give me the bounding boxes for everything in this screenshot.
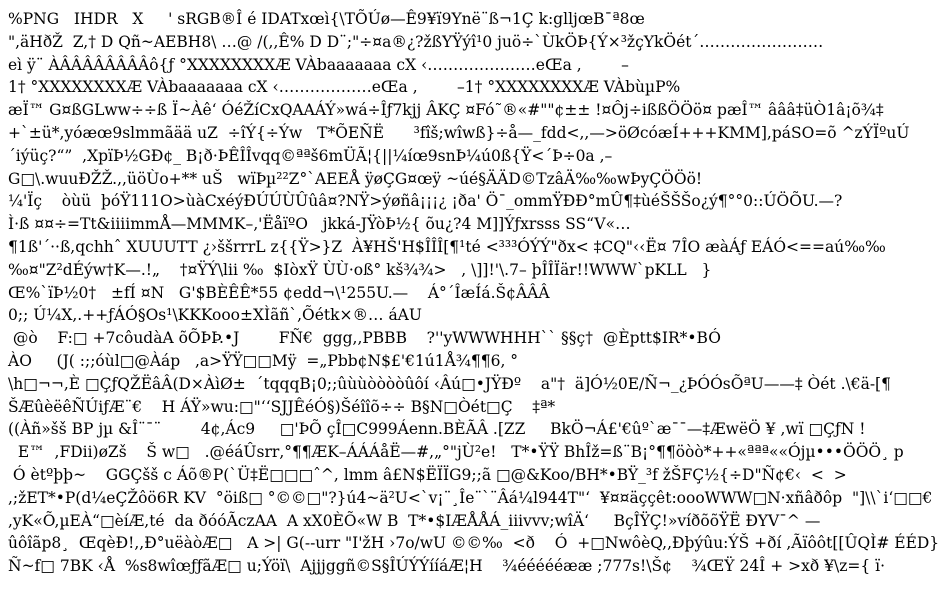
- garbled-binary-text: %PNG IHDR X ' sRGB®Î é IDATxœì{\TÕÚø—Ê9¥ï9Ynë¨ß¬1Ç k:glljœB¯ª8œ ",äHðŽ Z,† D Qñ~AEBH8\ …@ /(,,Ê% D D¨;"÷¤a®¿?žßYŸýî¹0 juö÷`ÙkÖÞ{Ý×³žçYkÖét´…………………… eì ÿ¨ ÀÂÂÂÂÂÂÂÂô{ƒ °XXXXXXXXÆ VÀbaaaaaaa cX ‹…………………eŒa , – 1† °XXXXXXXXÆ VÀbaaaaaaa cX ‹………………eŒa , –1† °XXXXXXXXÆ VÀbùµP% æÏ™ G¤ßGLww÷÷ß Ï~Àê‘ ÓéŽíCxQAAÁÝ»wá÷Îƒ7kjj ÂKÇ ¤Fó˜®«#""¢±± !¤Ôj÷ißßÖÖö¤ pæÎ™ âââ‡üÒ1â¡õ¾‡ +`±ü*,yóæœ9slmmãää uZ ÷îÝ{÷Ýw T*ÕЕÑË ³fîš;wîwß}÷å—_fdd<,,—>öØcóæÍ+++KMM],páSO=õ ^zÝÏºuÚ ´iýüç?“” ,XpïÞ½GÐ¢_ B¡ð·ÞÊÎÎvqq©ªªš6mÜÃ¦{||¼íœ9snÞ¼ú0ß{Ÿ<´Þ÷0a ,– G□\.wuuÐŽŽ.,,üöÙo+** uŠ wïÞµ²²Z°`AEEÅ ÿøÇG¤œÿ ~úé§ÄÄD©TzâÄ‰‰wÞyÇÖÖö! ¼'Ïç òùü þóŸ111O>ùàCxéýÐÚÚÙÛûâ¤?NŸ>ýøñâ¡¡¡¿ ¡ða' Ö¯_ommŸÐÐ°mÛ¶‡ùéŠŠŠo¿ý¶°°0::ÚÖÕU.—? Ì·ß ¤¤÷=Tt&iiiimmÅ—MMMK–‚'ËåïºO jkká-JŸòÞ½{ õu¿?4 M]]Ýƒxrsss SS“V«… ¶1ß'´··ß,qchhˆ XUUUTT ¿›ššrrrL z{{Ÿ>}Z À¥HŠ'H$ÎÎÎ[¶¹té <³³³ÓÝÝ"ðx< ‡CQ"‹‹Ë¤ 7ÎO æàÁƒ EÁÓ<==aú‰‰ ‰¤"Z²dÉýw†K—.!„ †¤ŸÝ\lii ‰ $IòxŸ ÙÙ·oß° kš¾¾> , \]]!'\.7– þÎÎÏär!!WWW`pKLL } Œ%`ïÞ½0† ±fÍ ¤N G'$BÈÊÊ*55 ¢edd¬\¹255U.— Á°´ÎæÍá.Š¢ÂÂÂ 0;; Ú¼X,.++ƒÁÓ§Os¹\KKKooo±XÌãñ`,Õétk×®… áAU @ò F:□ +7côudàA õÕÞÞ.•J FÑ€ ggg,,PBBB ?''yWWWHHH`` §§ç† @Èptt$IR*•BÓ ÀO (J( :;;óùl□@Àáp ,a>ŸŸ□□Mÿ =„Pbb¢N$£'€1ú1Å¾¶¶6, ° \h□¬¬,È □ÇƒQŽËâÂ(D×ÀìØ± ´tqqqB¡0;;ûùùòòòòûôí ‹Âú□•JŸÐº a"† ä]Ó½0E/Ñ¬_¿ÞÓÓsÕªU——‡ Òét .\€ä-[¶ ŠÆûèëêÑÚiƒÆ¨€ H ÁŸ»wu:□"‘‘SJJÊéÓ§)Šéîîõ÷÷ B§N□Òét□Ç ‡ª* ((Àñ»šš BP jµ &Î¨¯¨ 4¢,Ác9 □'ÞÕ çÎ□C999Áenn.BÈÃÂ .[ZZ BkÖ¬Á£'€ûº`æ¯¯—‡ÆwëÖ ¥ ,wï □ÇƒN ! E™ ,FDii)øZš Š w□ .@éáÛsrr‚°¶¶ÆK–ÁÁÁåË—#,„°"jÙ²e! T*•ŸŸ BhÎž=ß¨B¡°¶¶öòò*++«ªªª««Ójµ•••ÖÖÖ¸ p Ó ètºþþ~ GGÇšš c Áõ®P(`Ü‡Ë□□□ˆ^, lmm â£N$ËÏÏG9;;ã □@&Koo/BH*•BŸ_³f žŠFÇ½{÷D"Ñ¢€‹ < > ,;žET*•P(d¼eÇŽôö6R KV °öiß□ °©©□"?}ú4~ä²U<`v¡¨¸Îe¨`¨Âá¼l944T"‘ ¥¤¤äççêt:oooWWW□N·xñâðôp "]\\`i‘□□€ ,yK«Õ,µEÀ“□èíÆ,té da ðóóÃczAA A xX0ÈÕ«W B T*•$IÆÅÅÁ_iiivvv;wîÄ‘ BçÎŸÇ!»víðõõŸË ÐYV¯^ — ûôîãp8¸ ŒqèÐ!,,Ð°uëàòÆ□ A >| G(--urr "I'žH ›7o/wU ©©‰ <ð Ó +□NwôèQ,,Ðþýûu:ÝŠ +ðí ,Ãïôôt[[ÛQÌ# ÉÉD} Ñ~f□ 7BK ‹Å %s8wîœƒƒãÆ□ u;Ýöï\ Ajjjggñ©S§ÎÚÝÝííáÆ¦H ¾éééééææ ;777s!\Š¢ ¾ŒŸ 24Î + >xð ¥\z={ ï·: [8, 10, 939, 576]
